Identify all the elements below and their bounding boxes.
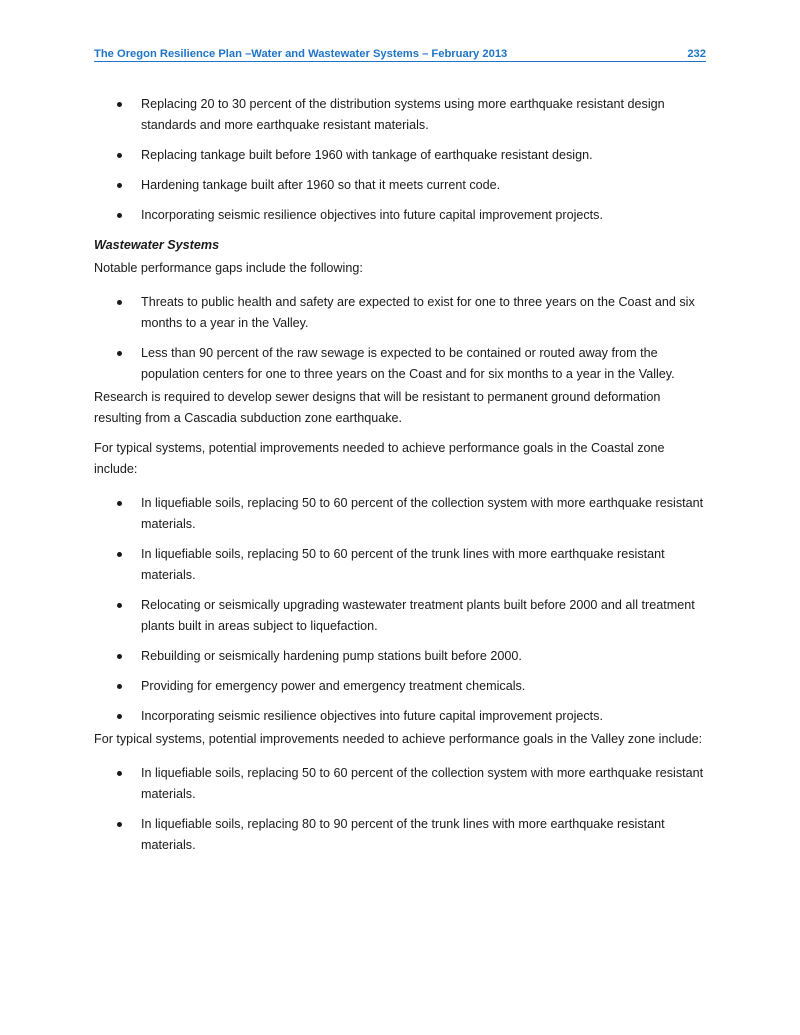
coastal-improvements-list [94,493,708,727]
coastal-intro: For typical systems, potential improvements needed to achieve performance goals in the Coastal zone include: [94,441,665,476]
list-item: In liquefiable soils, replacing 80 to 90 percent of the trunk lines with more earthquake resistant materials. [94,814,708,856]
page-header [94,48,706,62]
research-paragraph: Research is required to develop sewer designs that will be resistant to permanent ground deformation resulting from a Cascadia subduction zone earthquake. [94,390,661,425]
list-item: Threats to public health and safety are expected to exist for one to three years on the Coast and six months to a year in the Valley. [94,292,708,334]
list-item: Replacing 20 to 30 percent of the distribution systems using more earthquake resistant design standards and more earthquake resistant materials. [94,94,708,136]
list-item: Providing for emergency power and emergency treatment chemicals. [94,676,708,697]
document-body [94,94,708,865]
list-item: Hardening tankage built after 1960 so that it meets current code. [94,175,708,196]
header-title: The Oregon Resilience Plan –Water and Wastewater Systems – February 2013 [94,48,508,60]
water-improvements-list [94,94,708,226]
performance-gaps-list [94,292,708,385]
list-item: Relocating or seismically upgrading wastewater treatment plants built before 2000 and all treatment plants built in areas subject to liquefaction. [94,595,708,637]
list-item: In liquefiable soils, replacing 50 to 60 percent of the collection system with more earthquake resistant materials. [94,493,708,535]
list-item: Incorporating seismic resilience objectives into future capital improvement projects. [94,706,708,727]
valley-improvements-list [94,763,708,856]
header-page-number: 232 [687,48,706,60]
list-item: In liquefiable soils, replacing 50 to 60 percent of the collection system with more earthquake resistant materials. [94,763,708,805]
list-item: Incorporating seismic resilience objectives into future capital improvement projects. [94,205,708,226]
list-item: Less than 90 percent of the raw sewage is expected to be contained or routed away from the population centers for one to three years on the Coast and for six months to a year in the Valley. [94,343,708,385]
list-item: Rebuilding or seismically hardening pump stations built before 2000. [94,646,708,667]
section-heading-wastewater: Wastewater Systems [94,238,220,252]
valley-intro: For typical systems, potential improvements needed to achieve performance goals in the Valley zone include: [94,732,703,746]
list-item: Replacing tankage built before 1960 with tankage of earthquake resistant design. [94,145,708,166]
gaps-intro: Notable performance gaps include the following: [94,261,363,275]
list-item: In liquefiable soils, replacing 50 to 60 percent of the trunk lines with more earthquake resistant materials. [94,544,708,586]
